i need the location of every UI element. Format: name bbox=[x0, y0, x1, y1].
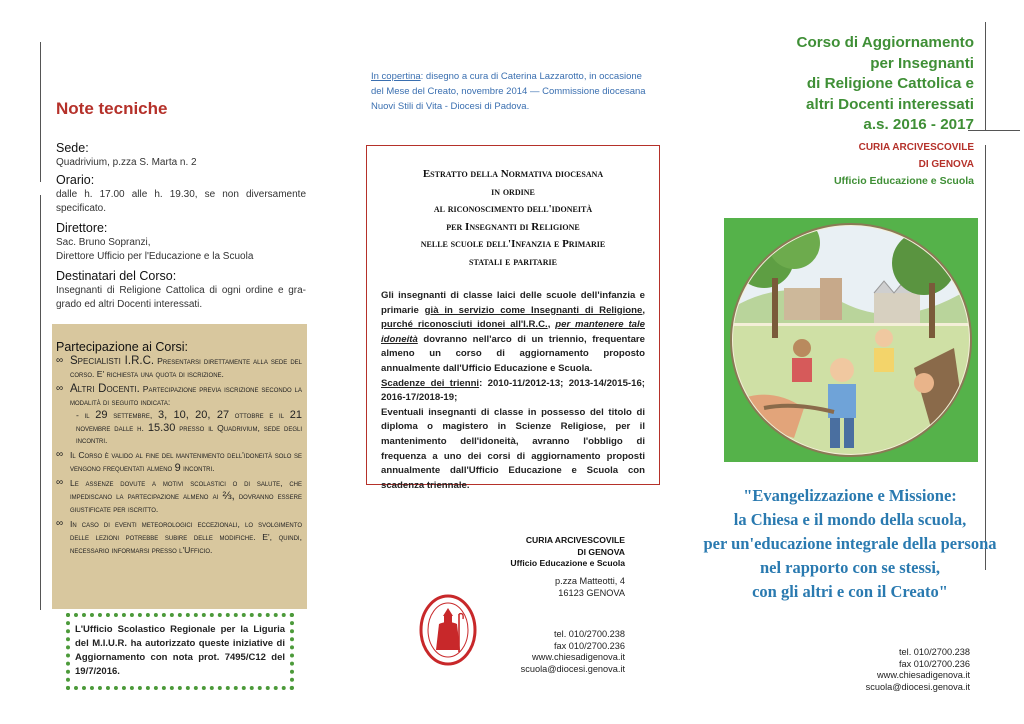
address-line: 16123 GENOVA bbox=[558, 587, 625, 598]
list-item bbox=[56, 383, 302, 448]
item-heading: Altri Docenti. bbox=[70, 382, 140, 395]
orario-label: Orario: bbox=[56, 173, 95, 187]
body-text: Eventuali insegnanti di classe in possesso del titolo di diploma o magistero in Scienze Religiose, per il mantenimento dell'idoneità, avranno l'obbligo di frequenza a uno dei corsi di aggiornamento proposti annualmente dall'Ufficio Educazione e Scuola con scadenza triennale. bbox=[381, 406, 645, 491]
address-line: p.zza Matteotti, 4 bbox=[555, 576, 625, 586]
item-number: 9 bbox=[174, 462, 181, 475]
estratto-title-line: nelle scuole dell'Infanzia e Primarie bbox=[420, 238, 606, 250]
curia-block-right bbox=[770, 140, 974, 190]
course-title-line: altri Docenti interessati bbox=[806, 95, 974, 113]
infinity-bullet-icon: ∞ bbox=[56, 355, 64, 366]
body-italic: per mantenere tale idoneità bbox=[381, 319, 645, 345]
body-text: dovranno nell'arco di un triennio, frequentare almeno un corso di aggiornamento proposto annualmente dall'Ufficio Educazione e Scuola. bbox=[381, 333, 645, 374]
phone-text: tel. 010/2700.238 bbox=[553, 629, 625, 639]
curia-line: Ufficio Educazione e Scuola bbox=[510, 558, 625, 568]
item-text: Presentarsi direttamente alla sede del corso. E' richiesta una quota di iscrizione. bbox=[70, 356, 302, 379]
curia-line: CURIA ARCIVESCOVILE bbox=[525, 535, 625, 545]
diocese-seal-logo bbox=[419, 594, 477, 666]
estratto-title-line: per Insegnanti di Religione bbox=[446, 220, 580, 233]
ufficio-regionale-note bbox=[66, 613, 294, 690]
orario-section bbox=[56, 173, 306, 216]
dates-text: - il bbox=[76, 409, 90, 420]
dates-number: 15.30 bbox=[147, 421, 176, 434]
cover-illustration bbox=[724, 218, 978, 462]
website-text: www.chiesadigenova.it bbox=[877, 670, 970, 681]
destinatari-section bbox=[56, 269, 306, 312]
dates-text: ottobre e il bbox=[234, 409, 285, 420]
dates-text: presso il Quadrivium, sede degli incontri. bbox=[76, 422, 303, 446]
destinatari-value: Insegnanti di Religione Cattolica di ogni ordine e gra-grado ed altri Docenti interessati. bbox=[56, 285, 306, 310]
body-text: , bbox=[547, 319, 556, 331]
direttore-section bbox=[56, 221, 306, 264]
orario-value: dalle h. 17.00 alle h. 19.30, se non diversamente specificato. bbox=[56, 189, 306, 214]
copertina-label: In copertina bbox=[371, 71, 421, 82]
curia-block-middle bbox=[486, 535, 625, 570]
website-text: www.chiesadigenova.it bbox=[532, 652, 625, 662]
copertina-text: : disegno a cura di Caterina Lazzarotto, in occasione del Mese del Creato, novembre 2014 — Commissione diocesana Nuovi Stili di Vita - Diocesi di Padova. bbox=[371, 71, 646, 112]
item-text: In caso di eventi meteorologici eccezionali, lo svolgimento delle lezioni potrebbe subire delle modifiche. E', quindi, necessario informarsi presso l'Ufficio. bbox=[70, 518, 302, 555]
dates-number: 3, 10, 20, 27 bbox=[157, 408, 230, 421]
quote-line: la Chiesa e il mondo della scuola, bbox=[733, 510, 967, 529]
ufficio-note-text: L'Ufficio Scolastico Regionale per la Liguria del M.I.U.R. ha autorizzato queste iniziative di Aggiornamento con nota prot. 7495/C12 del 19/7/2016. bbox=[75, 624, 285, 677]
destinatari-label: Destinatari del Corso: bbox=[56, 269, 177, 283]
curia-line: DI GENOVA bbox=[918, 158, 974, 170]
course-title bbox=[770, 33, 974, 136]
dates-line bbox=[70, 409, 302, 448]
estratto-body bbox=[381, 289, 645, 493]
fold-mark bbox=[968, 130, 1020, 131]
infinity-bullet-icon: ∞ bbox=[56, 382, 64, 394]
item-text: incontri. bbox=[183, 463, 215, 474]
quote-line: nel rapporto con se stessi, bbox=[759, 558, 941, 577]
fax-text: fax 010/2700.236 bbox=[898, 658, 970, 669]
estratto-title-line: al riconoscimento dell'idoneità bbox=[433, 203, 593, 215]
ufficio-line: Ufficio Educazione e Scuola bbox=[833, 175, 974, 187]
item-text: Partecipazione previa iscrizione secondo la modalità di seguito indicata: bbox=[70, 383, 302, 407]
school-year: a.s. 2016 - 2017 bbox=[863, 116, 974, 133]
body-text: Gli insegnanti di classe laici delle scuole dell'infanzia e primarie bbox=[381, 290, 645, 316]
item-text: Le assenze dovute a motivi scolastici o di salute, che impediscano la partecipazione almeno ai bbox=[70, 478, 302, 502]
contacts-middle bbox=[486, 629, 625, 675]
sede-section bbox=[56, 141, 306, 170]
sede-value: Quadrivium, p.zza S. Marta n. 2 bbox=[56, 157, 197, 168]
dates-number: 21 bbox=[289, 408, 303, 421]
fold-mark bbox=[985, 22, 986, 130]
estratto-box bbox=[366, 145, 660, 491]
fold-mark bbox=[40, 42, 41, 182]
course-title-line: Corso di Aggiornamento bbox=[796, 34, 974, 51]
fold-mark bbox=[40, 195, 41, 610]
infinity-bullet-icon: ∞ bbox=[56, 449, 64, 461]
theme-quote bbox=[700, 484, 1000, 604]
dates-text: novembre bbox=[76, 422, 111, 433]
quote-line: per un'educazione integrale della persona bbox=[703, 534, 997, 553]
estratto-title-line: Estratto della Normativa diocesana bbox=[422, 168, 604, 180]
list-item bbox=[56, 518, 302, 557]
body-underlined: già in servizio come Insegnanti di Religione, purché riconosciuti idonei all'I.R.C. bbox=[381, 304, 645, 331]
address-block bbox=[526, 576, 625, 599]
email-text: scuola@diocesi.genova.it bbox=[520, 663, 625, 674]
partecipazione-box bbox=[52, 324, 307, 609]
estratto-title bbox=[381, 166, 645, 271]
scadenze-label: Scadenze dei trienni bbox=[381, 377, 480, 389]
dates-text: settembre, bbox=[113, 409, 153, 420]
dates-text: dalle h. bbox=[114, 422, 144, 433]
contacts-right bbox=[820, 647, 970, 693]
course-title-line: di Religione Cattolica e bbox=[806, 75, 974, 92]
list-item bbox=[56, 477, 302, 516]
dates-number: 29 bbox=[95, 408, 108, 421]
partecipazione-label: Partecipazione ai Corsi: bbox=[56, 340, 189, 354]
item-text: dovranno essere giustificate per iscritto. bbox=[70, 491, 303, 514]
quote-line: "Evangelizzazione e Missione: bbox=[743, 486, 957, 505]
email-text: scuola@diocesi.genova.it bbox=[865, 681, 970, 692]
scadenze-text: : 2010-11/2012-13; 2013-14/2015-16; 2016-17/2018-19; bbox=[381, 377, 645, 404]
list-item bbox=[56, 355, 302, 381]
note-tecniche-title: Note tecniche bbox=[56, 99, 168, 118]
fax-text: fax 010/2700.236 bbox=[553, 640, 625, 651]
copertina-caption bbox=[371, 69, 651, 114]
estratto-title-line: statali e paritarie bbox=[469, 255, 557, 268]
infinity-bullet-icon: ∞ bbox=[56, 477, 64, 489]
sede-label: Sede: bbox=[56, 141, 89, 155]
item-heading: Specialisti I.R.C. bbox=[70, 355, 155, 367]
direttore-name: Sac. Bruno Sopranzi, bbox=[56, 237, 151, 248]
estratto-title-line: in ordine bbox=[491, 185, 535, 198]
item-number: ⅔, bbox=[222, 490, 235, 503]
curia-line: DI GENOVA bbox=[577, 546, 625, 557]
list-item bbox=[56, 449, 302, 475]
quote-line: con gli altri e con il Creato" bbox=[752, 582, 948, 601]
course-title-line: per Insegnanti bbox=[870, 54, 974, 72]
direttore-role: Direttore Ufficio per l'Educazione e la Scuola bbox=[56, 251, 254, 262]
curia-line: CURIA ARCIVESCOVILE bbox=[858, 142, 974, 153]
direttore-label: Direttore: bbox=[56, 221, 108, 235]
phone-text: tel. 010/2700.238 bbox=[898, 647, 970, 657]
infinity-bullet-icon: ∞ bbox=[56, 517, 64, 529]
item-text: Il Corso è valido al fine del mantenimento dell'idoneità solo se vengono frequentati almeno bbox=[70, 450, 302, 474]
